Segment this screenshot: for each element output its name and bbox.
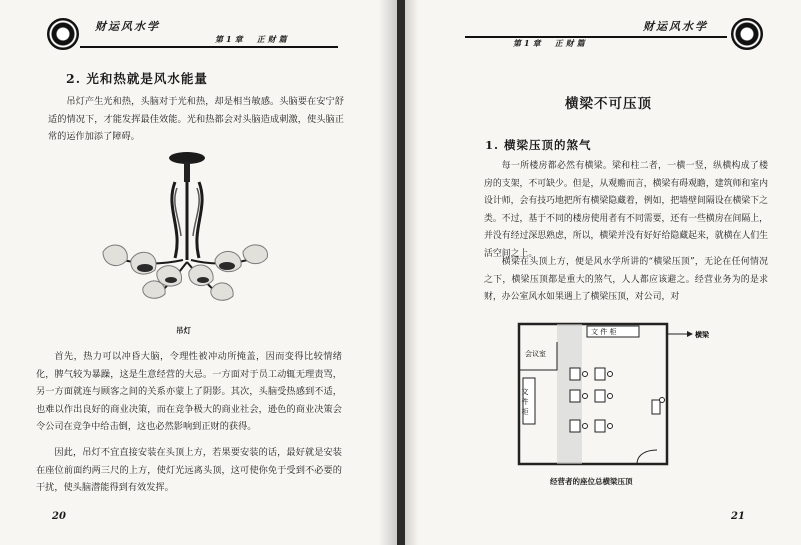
meeting-room-label: 会议室 (525, 350, 546, 358)
paragraph-1: 每一所楼房都必然有横梁。梁和柱二者，一横一竖，纵横构成了楼房的支架，不可缺少。但是，从观赡而言，横梁有碍观瞻，建筑师和室内设计师，会有技巧地把所有横梁隐藏着，例如，把墙壁间隔设在横梁下之类。不过，基于不同的楼房使用者有不同需要，还有一些横房在间隔上，并没有经过深思熟虑，所以，横梁并没有好好给隐藏起来，就横在人们生活空间之上。 (484, 161, 768, 259)
header-chapter: 第1章 正财篇 (513, 38, 588, 48)
chandelier-illustration (95, 148, 275, 320)
spine-shadow (405, 0, 419, 545)
logo-icon (47, 18, 79, 50)
page-number: 20 (52, 511, 66, 522)
header-chapter: 第1章 正财篇 (215, 34, 290, 44)
paragraph-2: 首先，热力可以冲昏大脑，令理性被冲动所掩盖，因而变得比较情绪化，脾气较为暴躁，这是生意经营的大忌。一方面对于员工动辄无理责骂，另一方面就连与顾客之间的关系亦蒙上了阴影。其次，头脑受热感到不适，也难以作出良好的商业决策，而在竞争极大的商业社会，逊色的商业决策会令公司在竞争中给击倒，这也必然影响到正财的获得。 (36, 351, 342, 433)
beam-label: 横梁 (695, 330, 709, 339)
figure-caption: 经营者的座位总横梁压顶 (550, 477, 633, 486)
page-number: 21 (731, 511, 745, 522)
main-title: 横梁不可压顶 (565, 96, 652, 112)
cabinet-top-label: 文 件 柜 (591, 328, 617, 336)
header-title: 财运风水学 (95, 20, 160, 33)
logo-icon (731, 18, 763, 50)
header-rule (465, 36, 727, 38)
header-title: 财运风水学 (643, 20, 708, 33)
figure-caption: 吊灯 (176, 326, 191, 335)
paragraph-3: 因此，吊灯不宜直接安装在头顶上方，若果要安装的话，最好就是安装在座位前面约两三尺的上方，使灯光远离头顶，这可使你免于受到不必要的干扰，使头脑潜能得到有效发挥。 (36, 447, 342, 494)
intro-paragraph: 吊灯产生光和热，头脑对于光和热，却是相当敏感。头脑要在安宁舒适的情况下，才能发挥最佳效能。光和热都会对头脑造成刺激，使头脑正常的运作加添了障碍。 (48, 96, 344, 143)
cabinet-side-label: 文件柜 (521, 388, 529, 418)
section-heading: 2. 光和热就是风水能量 (66, 71, 208, 86)
section-heading: 1. 横梁压顶的煞气 (485, 138, 592, 152)
right-page (405, 0, 801, 545)
spine-shadow (379, 0, 397, 545)
header-rule (80, 46, 338, 48)
paragraph-2: 横梁在头顶上方，便是风水学所讲的“横梁压顶”，无论在任何情况之下，横梁压顶都是重大的煞气，人人都应该避之。经营业务为的是求财，办公室风水如果遇上了横梁压顶，对公司，对 (484, 257, 768, 303)
office-floor-plan (517, 320, 737, 470)
left-page (0, 0, 397, 545)
